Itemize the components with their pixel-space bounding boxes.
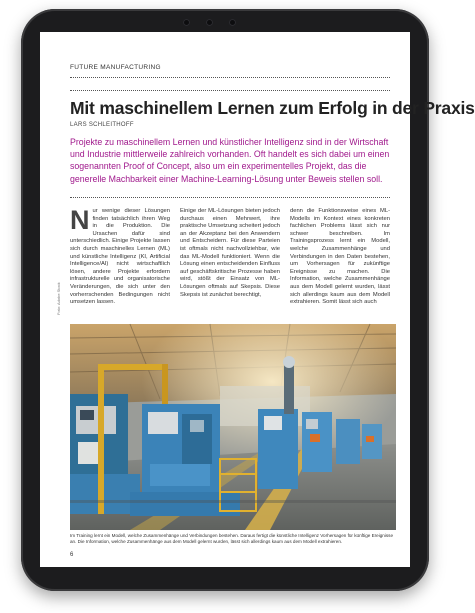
body-column-1-text: ur wenige dieser Lösungen finden tatsächlich ihren Weg in die Produktion. Die Ursachen dafür sind unterschiedlich. Einige Projekte lassen sich durch maschinelles Lernen (ML) und künstliche Intelligenz (KI, Artificial Intelligence/AI) nicht wirtschaftlich lösen, andere Projekte erfordern infrastrukturelle und organisatorische Veränderungen, die sich unter den vorherrschenden Bedingungen nicht umsetzen lassen. [70, 208, 170, 306]
author-name: LARS SCHLEITHOFF [70, 122, 134, 128]
dotted-divider [70, 77, 390, 78]
drop-cap: N [70, 205, 90, 235]
dotted-divider [70, 197, 390, 198]
sensor-dot [229, 19, 236, 26]
magazine-page[interactable] [40, 32, 475, 567]
body-column-2: Einige der ML-Lösungen bieten jedoch durchaus einen Mehrwert, ihre praktische Umsetzung scheitert jedoch an der Akzeptanz bei den Anwendern und Entscheidern. Für diese Parteien ist oftmals nicht nachvollziehbar, wie das ML-Modell funktioniert. Wenn die Lösung einen entscheidenden Einfluss auf geschäftskritische Prozesse haben wird, stößt der Einsatz von ML-Lösungen oftmals auf Skepsis. Diese Skepsis ist zunächst berechtigt, [180, 208, 280, 298]
front-camera-icon [206, 19, 213, 26]
section-label: FUTURE MANUFACTURING [70, 64, 161, 71]
sensor-dot [183, 19, 190, 26]
page-number: 6 [70, 552, 74, 558]
photo-credit: Foto: Adobe Stock [56, 282, 61, 315]
body-column-1 [70, 205, 170, 321]
factory-photo [70, 324, 396, 530]
body-column-3: denn die Funktionsweise eines ML-Modells im Kontext eines konkreten fachlichen Problems lässt sich nur schwer beschreiben. Im Trainingsprozess lernt ein Modell, welche Zusammenhänge und Verbindungen in den Daten bestehen, um Vorhersagen für zukünftige Ereignisse zu machen. Die Information, welche Zusammenhänge aus dem Modell gelernt wurden, lässt sich allerdings kaum aus dem Modell extrahieren. Somit lässt sich auch [290, 208, 390, 306]
tablet-device [21, 9, 475, 591]
article-title: Mit maschinellem Lernen zum Erfolg in der Praxis [70, 98, 475, 118]
photo-caption: Im Training lernt ein Modell, welche Zusammenhänge und Verbindungen bestehen. Daraus fertigt die künstliche Intelligenz Vorhersagen für künftige Ereignisse an. Die Information, welche Zusammenhänge aus dem Modell gelernt wurden, lässt sich allerdings kaum aus dem Modell extrahieren. [70, 533, 394, 545]
factory-illustration [70, 324, 396, 530]
dotted-divider [70, 90, 390, 91]
lead-paragraph: Projekte zu maschinellem Lernen und künstlicher Intelligenz sind in der Wirtschaft und Industrie mittlerweile zahlreich vorhanden. Oft handelt es sich dabei um einen sogenannten Proof of Concept, also um ein experimentelles Projekt, das die generelle Machbarkeit einer Machine-Learning-Lösung unter Beweis stellen soll. [70, 137, 390, 184]
